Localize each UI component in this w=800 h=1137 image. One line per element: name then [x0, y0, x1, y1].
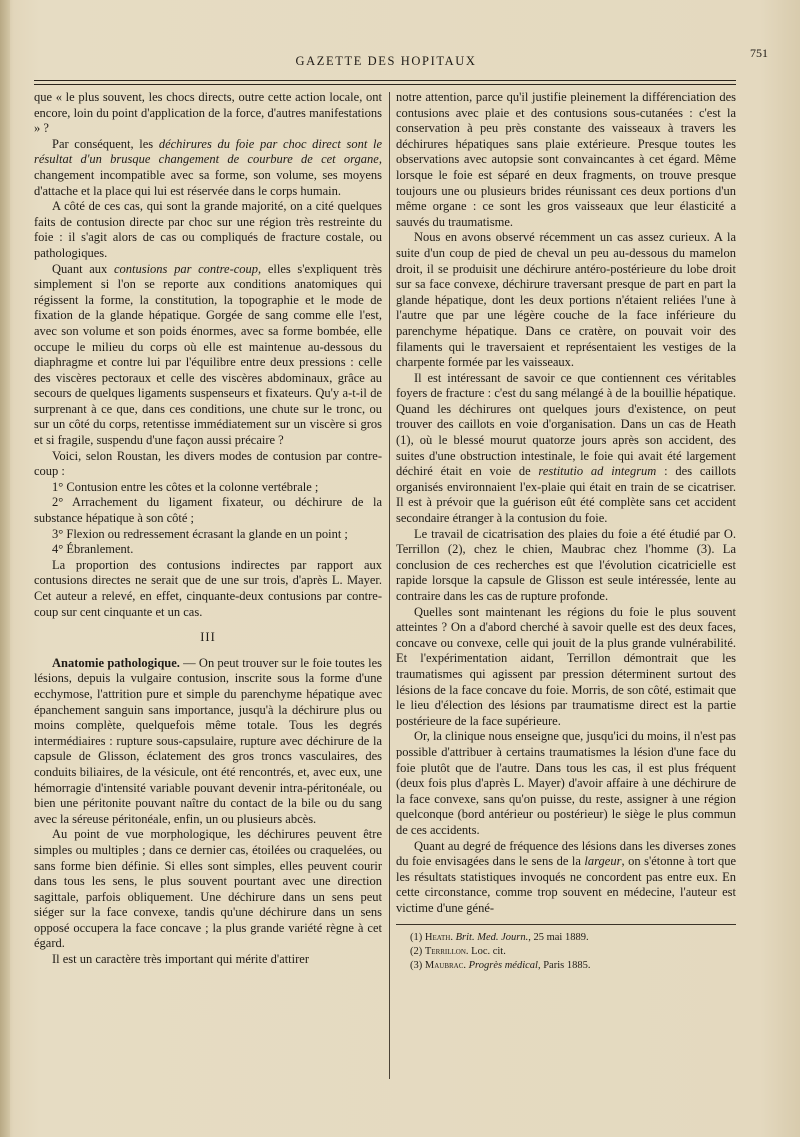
paragraph: Par conséquent, les déchirures du foie par choc direct sont le résultat d'un brusque changement de courbure de cet organe, changement incompatible avec sa forme, son volume, ses moyens d'attache et la place qui lui est réservée dans le corps humain. [34, 136, 382, 198]
paragraph: Au point de vue morphologique, les déchirures peuvent être simples ou multiples ; dans ce dernier cas, étoilées ou craquelées, ou sans forme bien définie. Si elles sont simples, elles peuvent courir dans tous les sens, le plus souvent pourtant avec une direction sagittale, parfois obliquement. Une déchirure dans un sens peut siéger sur la face convexe, tandis qu'une déchirure dans un sens opposé occupera la face concave ; la plus grande variété règne à cet égard. [34, 827, 382, 951]
paragraph: Quant aux contusions par contre-coup, elles s'expliquent très simplement si l'on se reporte aux conditions anatomiques qui régissent la forme, la constitution, la topographie et le mode de fixation de la glande hépatique. Gorgée de sang comme elle l'est, avec son volume et son poids énormes, avec sa forme bombée, elle occupe le milieu du corps où elle est maintenue au-dessous du diaphragme et contre lui par l'équilibre entre deux pressions : celle des viscères pectoraux et celle des viscères abdominaux, grâce au secours de quelques ligaments suspenseurs et fixateurs. Qu'y a-t-il de surprenant à ce que, dans ces conditions, une chute sur le tronc, ou sur un côté du corps, retentisse immédiatement sur un viscère si gros et si fragile, suspendu d'une façon aussi précaire ? [34, 261, 382, 448]
list-item: 2° Arrachement du ligament fixateur, ou déchirure de la substance hépatique à son côté ; [34, 495, 382, 526]
list-item: 1° Contusion entre les côtes et la colonne vertébrale ; [52, 479, 319, 494]
paragraph: La proportion des contusions indirectes par rapport aux contusions directes ne serait que de une sur trois, d'après L. Mayer. Cet auteur a relevé, en effet, cinquante-deux contusions par contre-coup sur cent cinquante et un cas. [34, 557, 382, 619]
header-rule-thin [34, 84, 736, 85]
running-header [34, 46, 768, 74]
paragraph: Le travail de cicatrisation des plaies du foie a été étudié par O. Terrillon (2), chez le chien, Maubrac chez l'homme (3). La conclusion de ces recherches est que l'évolution cicatricielle est rapide lorsque la capsule de Glisson est seule intéressée, lente au contraire dans les cas de rupture profonde. [396, 526, 736, 603]
header-rule-thick [34, 80, 736, 81]
paragraph: Voici, selon Roustan, les divers modes de contusion par contre-coup : [34, 448, 382, 479]
paragraph: Il est un caractère très important qui mérite d'attirer [52, 952, 310, 967]
column-divider [389, 92, 390, 1079]
binding-edge [0, 0, 10, 1137]
section-number: III [200, 630, 216, 645]
list-item: 3° Flexion ou redressement écrasant la glande en un point ; [52, 526, 348, 541]
list-item: 4° Ébranlement. [52, 542, 134, 557]
footnote: (3) Maubrac. Progrès médical, Paris 1885. [410, 960, 591, 972]
left-column [34, 90, 382, 968]
paragraph: Quelles sont maintenant les régions du foie le plus souvent atteintes ? On a d'abord cherché à savoir quelle est des deux faces, concave ou convexe, celle qui jouit de la plus grande vulnérabilité. Et l'expérimentation aidant, Terrillon démontrait que les traumatismes qui agissent par pression déterminent surtout des lésions de la face concave du foie. Morris, de son côté, estimait que le lieu d'élection des lésions par traumatisme direct est la partie postérieure de la face supérieure. [396, 604, 736, 728]
journal-title: GAZETTE DES HOPITAUX [295, 54, 477, 68]
right-column [396, 90, 736, 973]
section-title: Anatomie pathologique. [52, 655, 180, 670]
paragraph: Anatomie pathologique. — On peut trouver sur le foie toutes les lésions, depuis la vulgaire contusion, inscrite sous la forme d'une ecchymose, l'attrition pure et simple du parenchyme hépatique avec épanchement sanguin sans importance, jusqu'à la déchirure plus ou moins complète, quelquefois même totale. Tous les degrés intermédiaires : rupture sous-capsulaire, rupture avec déchirure de la capsule de Glisson, éclatement des gros troncs vasculaires, des conduits biliaires, de la vésicule, ont été rencontrés, et, avec eux, une hémorragie d'intensité variable pouvant devenir intra-péritonéale, ou bien une péritonite pouvant naître du contact de la bile ou du sang avec la séreuse péritonéale, enfin, un ou plusieurs abcès. [34, 655, 382, 826]
paragraph: A côté de ces cas, qui sont la grande majorité, on a cité quelques faits de contusion directe par choc sur une région très restreinte du foie : il s'agit alors de cas ou compliqués de fracture costale, ou pathologiques. [34, 199, 382, 260]
footnote: (1) Heath. Brit. Med. Journ., 25 mai 1889. [410, 932, 589, 944]
paragraph: Or, la clinique nous enseigne que, jusqu'ici du moins, il n'est pas possible d'attribuer à certains traumatismes la lésion d'une face du foie plutôt que de l'autre. Dans tous les cas, il est plus fréquent (deux fois plus d'après L. Mayer) d'avoir affaire à une déchirure de la face convexe, sans qu'on puisse, du reste, assigner à une région quelconque (bord antérieur ou postérieur) le siège le plus commun de ces accidents. [396, 729, 737, 837]
page-number: 751 [750, 46, 768, 60]
paragraph: Nous en avons observé récemment un cas assez curieux. A la suite d'un coup de pied de cheval un peu au-dessous du mamelon droit, il se produisit une déchirure antéro-postérieure du lobe droit sur sa face convexe, déchirure traversant presque de part en part la glande hépatique, dont les deux portions n'étaient reliées l'une à l'autre que par une légère couche de la face inférieure du parenchyme hépatique. Dans ce cratère, on pouvait voir des filaments qui le traversaient et représentaient les vestiges de la charpente formée par les vaisseaux. [396, 230, 736, 370]
footnote: (2) Terrillon. Loc. cit. [410, 946, 506, 958]
paragraph: notre attention, parce qu'il justifie pleinement la différenciation des contusions avec plaie et des contusions sous-cutanées : c'est la conservation à peu près constante des vaisseaux à travers les déchirures hépatiques sans plaie extérieure. Presque toutes les observations avec autopsie sont convaincantes à cet égard. Même lorsque le foie est séparé en deux fragments, on trouve presque toujours une ou plusieurs brides réunissant ces deux portions d'un même organe : ce sont les gros vaisseaux que leur élasticité a sauvés du traumatisme. [396, 90, 736, 229]
footnotes [396, 924, 736, 972]
paragraph: Quant au degré de fréquence des lésions dans les diverses zones du foie envisagées dans le sens de la largeur, on s'étonne à tort que les résultats statistiques invoqués ne concordent pas entre eux. En cette circonstance, comme trop souvent en médecine, l'auteur est victime d'une géné- [396, 838, 736, 915]
paragraph: que « le plus souvent, les chocs directs, outre cette action locale, ont encore, loin du point d'application de la force, d'autres manifestations » ? [34, 90, 382, 136]
paragraph: Il est intéressant de savoir ce que contiennent ces véritables foyers de fracture : c'est du sang mélangé à de la bouillie hépatique. Quand les déchirures ont quelques jours d'existence, on peut trouver des caillots en voie d'organisation. Dans un cas de Heath (1), où le blessé mourut quatorze jours après son accident, des suites d'une obstruction intestinale, le foie qui avait été largement déchiré était en voie de restitutio ad integrum : des caillots organisés environnaient l'ex-plaie qui était en train de se cicatriser. Il est à prévoir que la guérison eût été complète sans cet accident secondaire étranger à la contusion du foie. [396, 370, 736, 526]
